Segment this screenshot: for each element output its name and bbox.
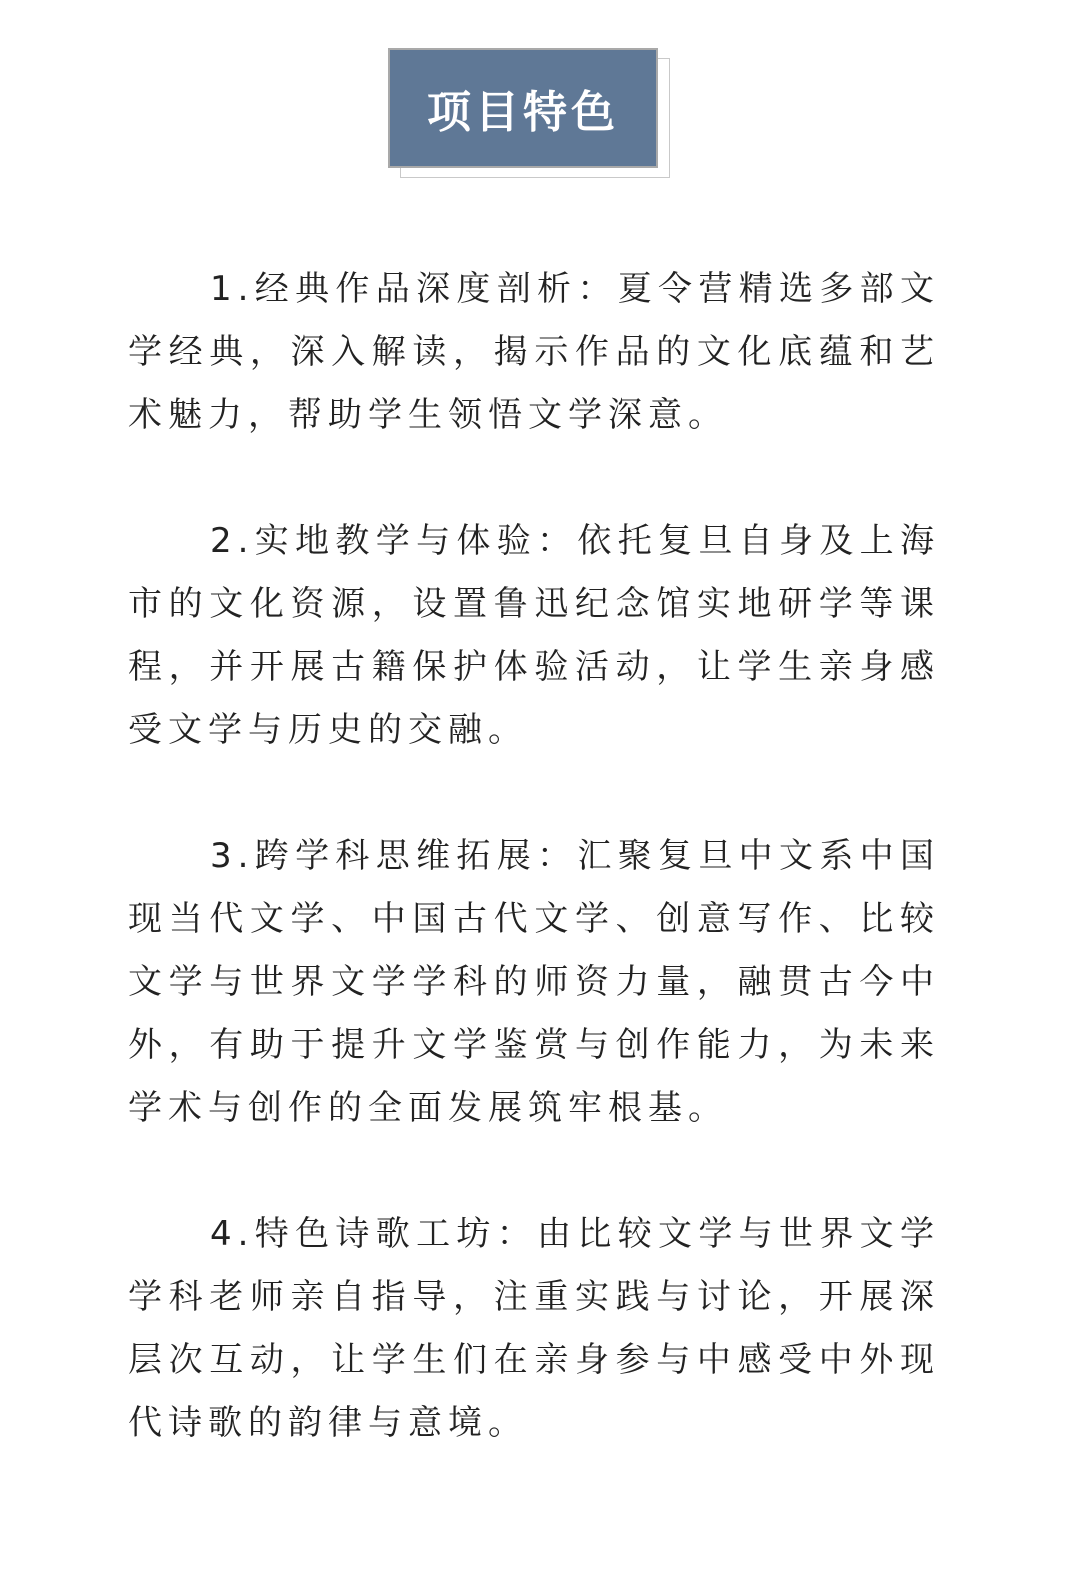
section-title: 项目特色 [427,87,619,138]
feature-paragraph-3: 3.跨学科思维拓展：汇聚复旦中文系中国现当代文学、中国古代文学、创意写作、比较文学与世界文学学科的师资力量，融贯古今中外，有助于提升文学鉴赏与创作能力，为未来学术与创作的全面发展筑牢根基。 [128,836,940,1128]
section-title-block [388,48,658,168]
feature-paragraph-1: 1.经典作品深度剖析：夏令营精选多部文学经典，深入解读，揭示作品的文化底蕴和艺术魅力，帮助学生领悟文学深意。 [128,269,940,435]
feature-paragraph-4: 4.特色诗歌工坊：由比较文学与世界文学学科老师亲自指导，注重实践与讨论，开展深层次互动，让学生们在亲身参与中感受中外现代诗歌的韵律与意境。 [128,1214,940,1443]
feature-list [128,258,940,1455]
feature-paragraph-2: 2.实地教学与体验：依托复旦自身及上海市的文化资源，设置鲁迅纪念馆实地研学等课程，并开展古籍保护体验活动，让学生亲身感受文学与历史的交融。 [128,521,940,750]
section-title-box [388,48,658,168]
